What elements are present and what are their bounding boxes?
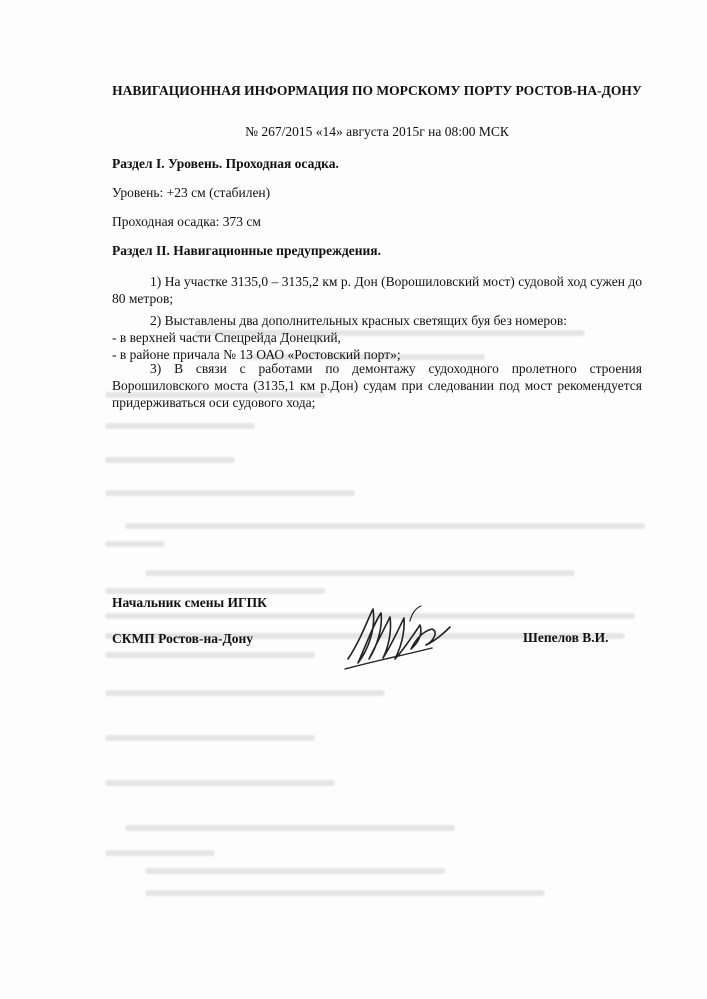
warning-2-item-2: - в районе причала № 13 ОАО «Ростовский порт»; <box>112 347 401 362</box>
water-level-text: Уровень: +23 см (стабилен) <box>112 185 271 200</box>
signature-position: Начальник смены ИГПК <box>112 595 267 610</box>
section-1-heading: Раздел I. Уровень. Проходная осадка. <box>112 156 339 171</box>
warning-2: 2) Выставлены два дополнительных красных светящих буя без номеров: <box>150 313 568 328</box>
warning-1: 1) На участке 3135,0 – 3135,2 км р. Дон (Ворошиловский мост) судовой ход сужен до 80 метров; <box>112 274 642 306</box>
document-title: НАВИГАЦИОННАЯ ИНФОРМАЦИЯ ПО МОРСКОМУ ПОРТУ РОСТОВ-НА-ДОНУ <box>112 83 642 98</box>
warning-3: 3) В связи с работами по демонтажу судоходного пролетного строения Ворошиловского моста (3135,1 км р.Дон) судам при следовании под мост рекомендуется придерживаться оси судового хода; <box>112 361 642 410</box>
draft-text: Проходная осадка: 373 см <box>112 214 261 229</box>
handwritten-signature <box>340 603 460 677</box>
warning-2-item-1: - в верхней части Спецрейда Донецкий, <box>112 330 341 345</box>
document-subtitle: № 267/2015 «14» августа 2015г на 08:00 МСК <box>245 124 509 139</box>
signature-organization: СКМП Ростов-на-Дону <box>112 631 254 646</box>
signatory-name: Шепелов В.И. <box>523 630 609 645</box>
section-2-heading: Раздел II. Навигационные предупреждения. <box>112 243 381 258</box>
